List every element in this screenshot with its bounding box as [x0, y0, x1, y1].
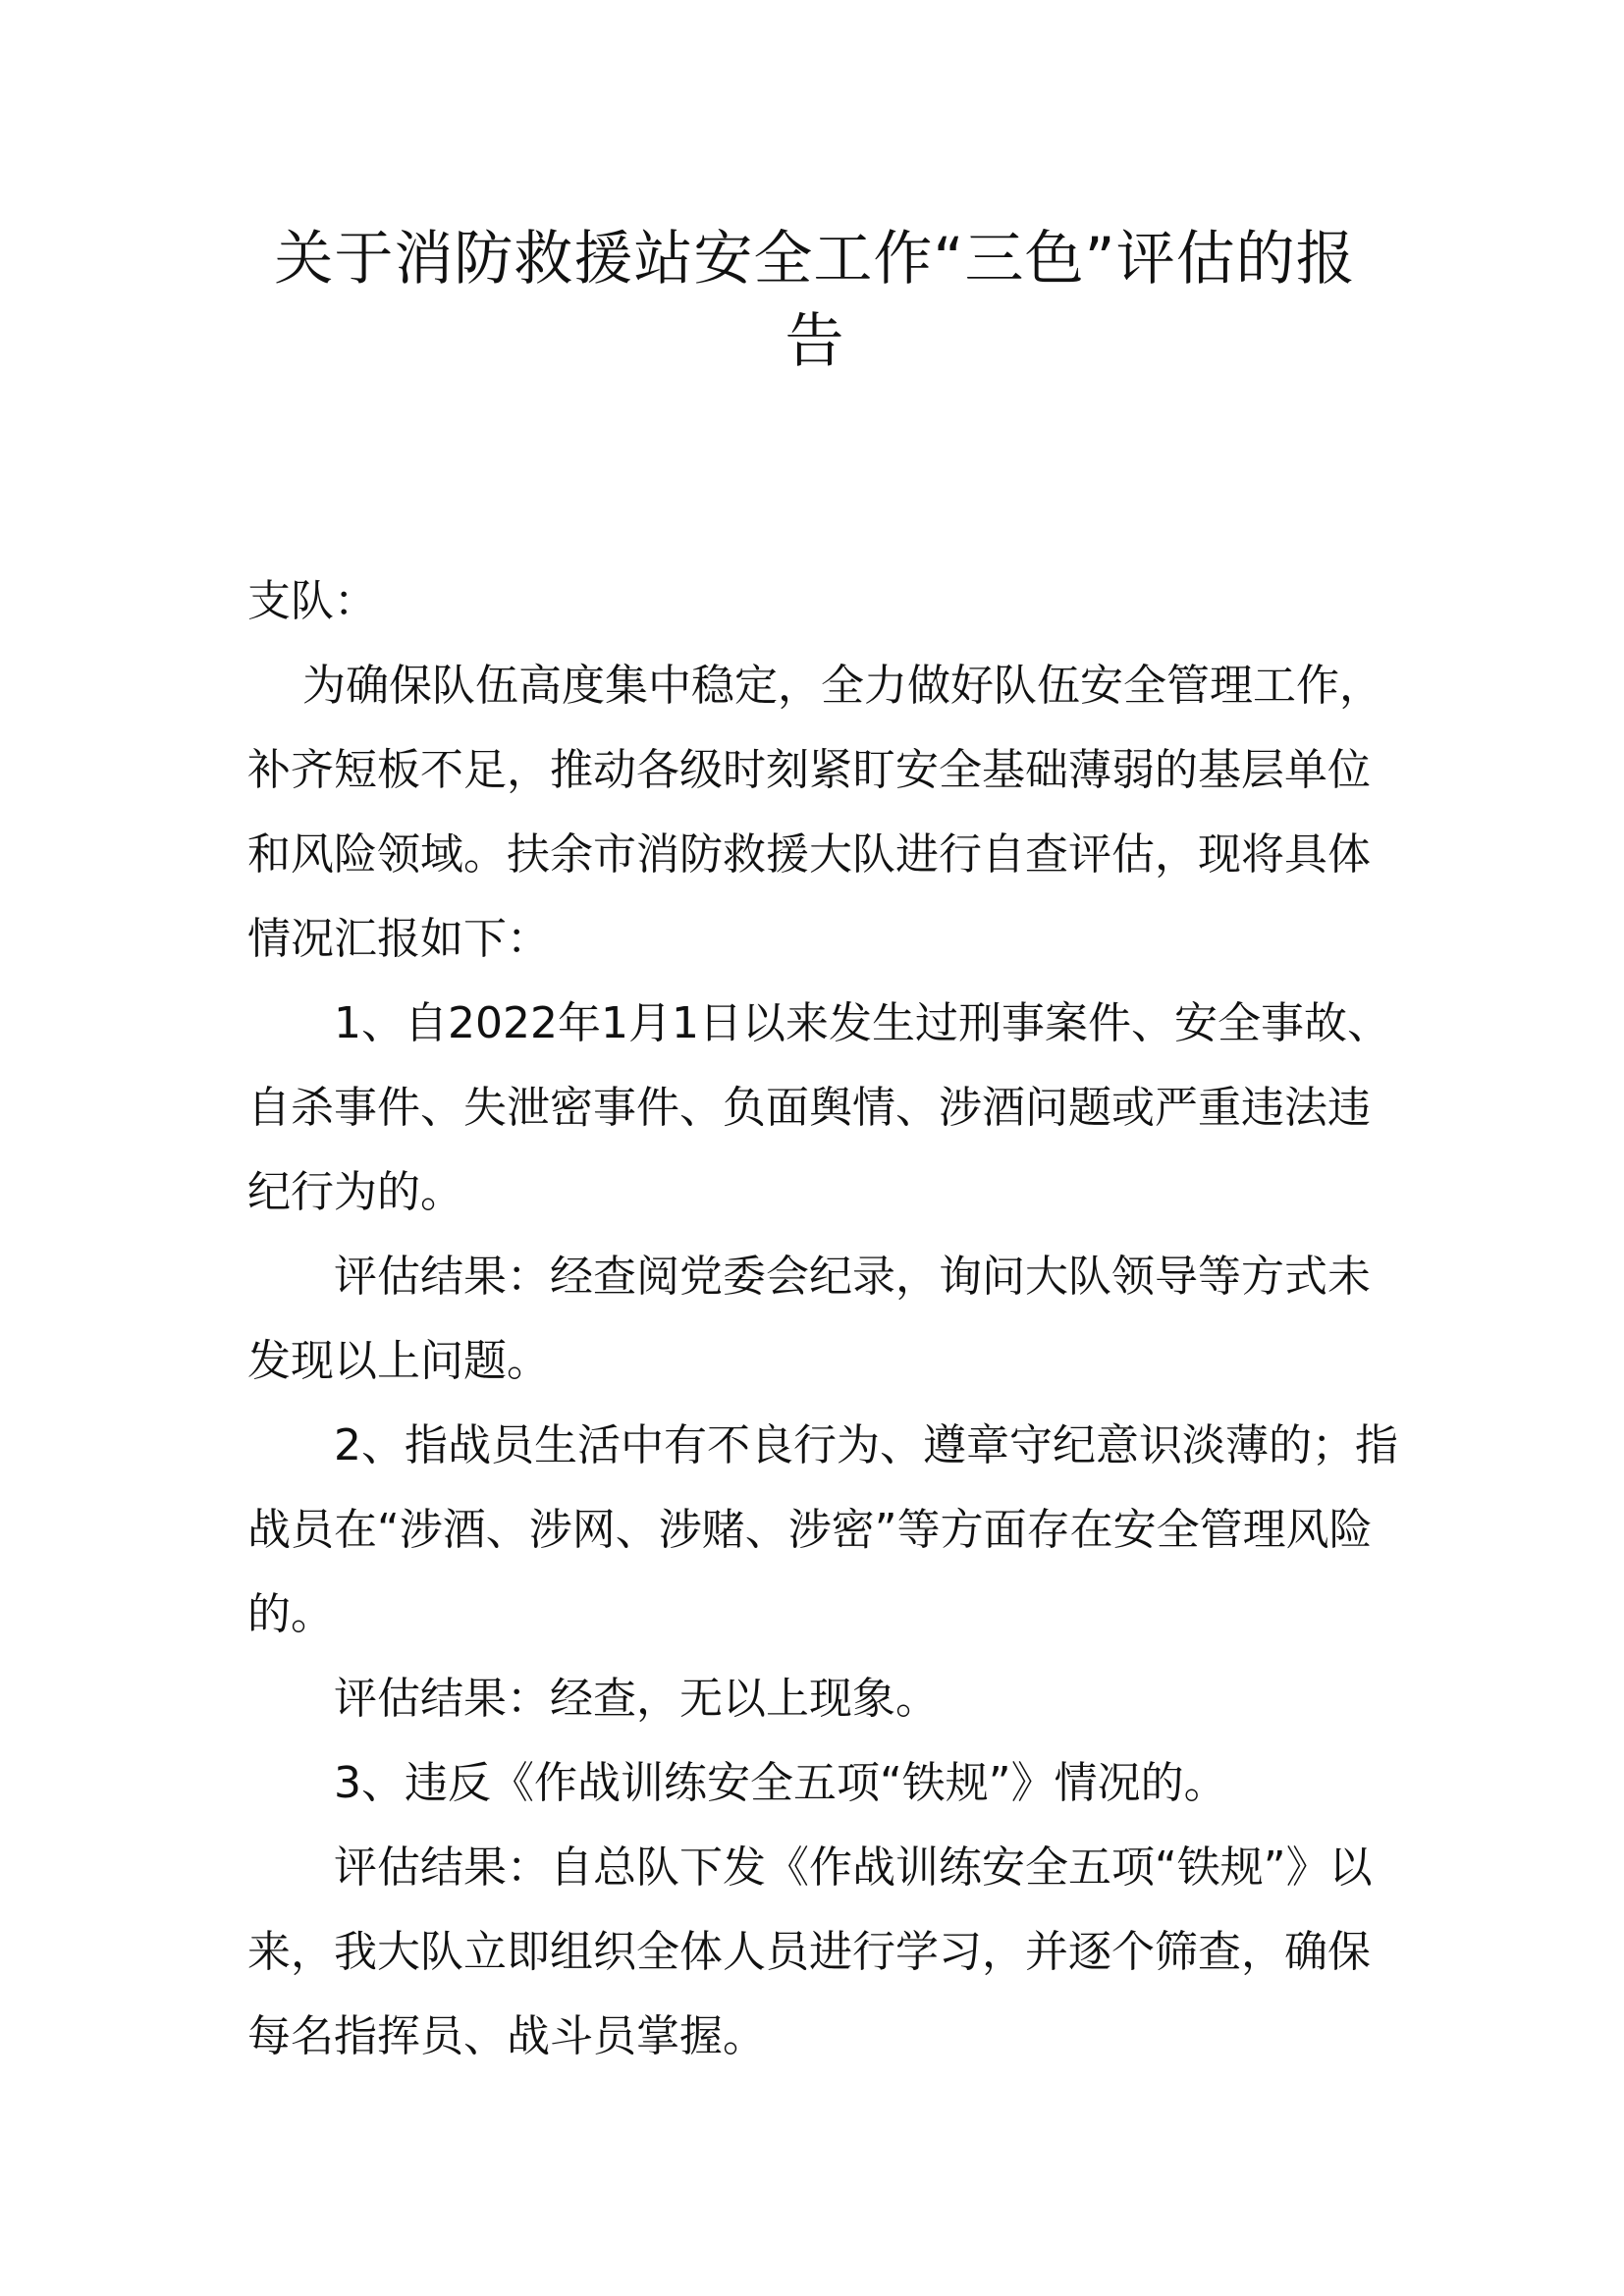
paragraph-intro: 为确保队伍高度集中稳定，全力做好队伍安全管理工作，补齐短板不足，推动各级时刻紧盯安全基础薄弱的基层单位和风险领域。扶余市消防救援大队进行自查评估，现将具体情况汇报如下：: [247, 661, 1382, 964]
paragraph-item-3: 3、违反《作战训练安全五项“铁规”》情况的。: [334, 1758, 1227, 1808]
paragraph-result-2: 评估结果：经查，无以上现象。: [334, 1674, 939, 1724]
salutation: 支队：: [247, 576, 377, 626]
document-body: [247, 560, 1406, 2079]
document-title: 关于消防救援站安全工作“三色”评估的报告: [274, 225, 1356, 376]
paragraph-item-1: 1、自2022年1月1日以来发生过刑事案件、安全事故、自杀事件、失泄密事件、负面舆情、涉酒问题或严重违法违纪行为的。: [247, 998, 1390, 1217]
paragraph-result-1: 评估结果：经查阅党委会纪录，询问大队领导等方式未发现以上问题。: [247, 1252, 1371, 1386]
paragraph-item-2: 2、指战员生活中有不良行为、遵章守纪意识淡薄的；指战员在“涉酒、涉网、涉赌、涉密”等方面存在安全管理风险的。: [247, 1420, 1398, 1639]
paragraph-result-3: 评估结果：自总队下发《作战训练安全五项“铁规”》以来，我大队立即组织全体人员进行学习，并逐个筛查，确保每名指挥员、战斗员掌握。: [247, 1842, 1373, 2061]
